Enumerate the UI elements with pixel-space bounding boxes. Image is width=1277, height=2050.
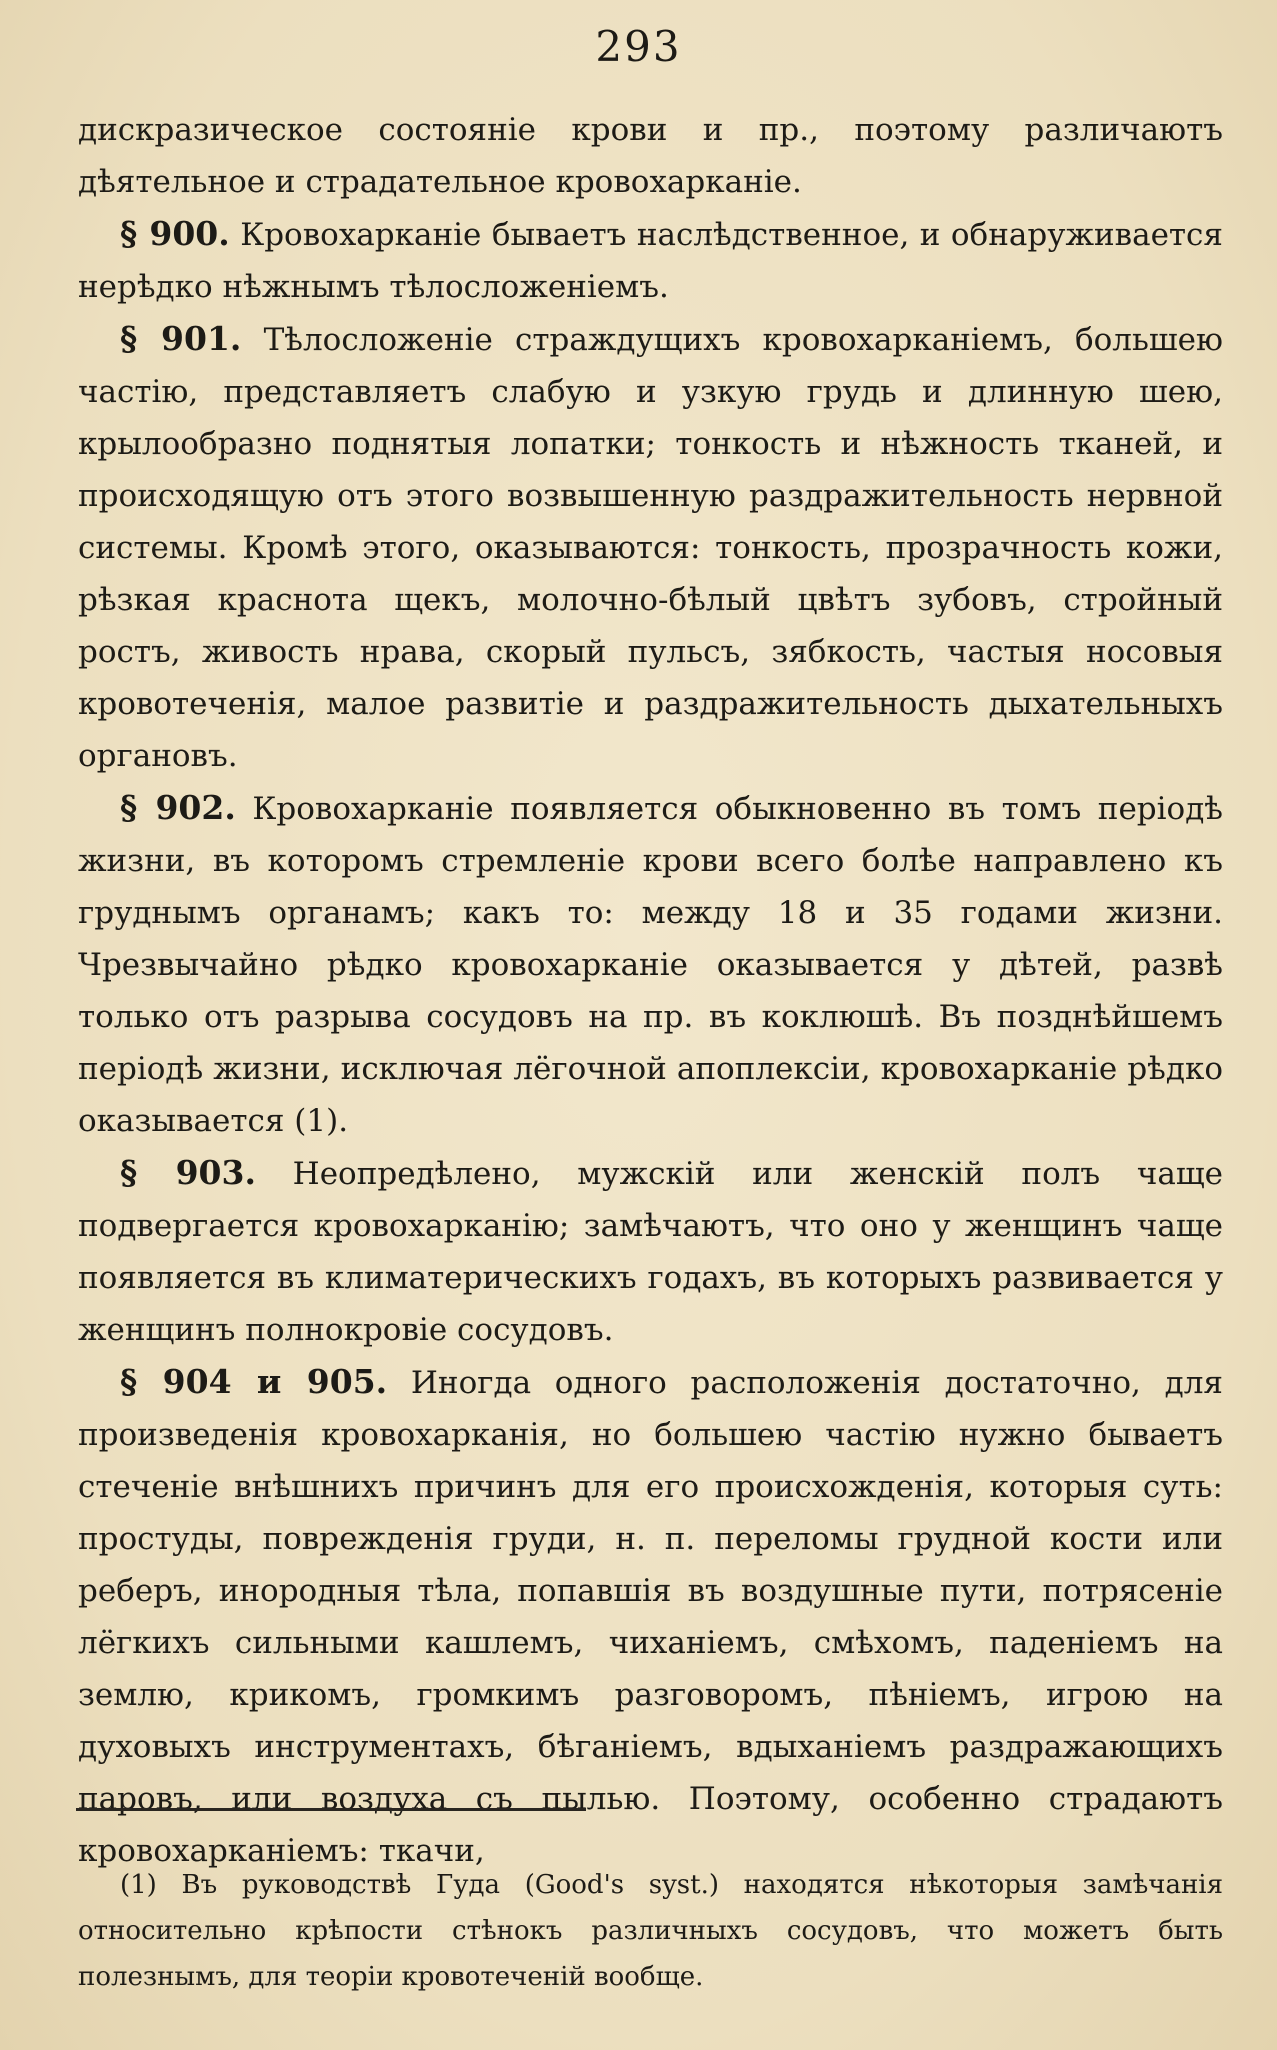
section-number: § 903. bbox=[120, 1153, 256, 1192]
page-number: 293 bbox=[595, 22, 682, 71]
paragraph-text: дискразическое состояніе крови и пр., поэтому различаютъ дѣятельное и страдательное кровохарканіе. bbox=[78, 112, 1223, 200]
paragraph-text: Тѣлосложеніе страждущихъ кровохарканіемъ, большею частію, представляетъ слабую и узкую грудь и длинную шею, крылообразно поднятыя лопатки; тонкость и нѣжность тканей, и происходящую отъ этого возвышенную раздражительность нервной системы. Кромѣ этого, оказываются: тонкость, прозрачность кожи, рѣзкая краснота щекъ, молочно-бѣлый цвѣтъ зубовъ, стройный ростъ, живость нрава, скорый пульсъ, зябкость, частыя носовыя кровотеченія, малое развитіе и раздражительность дыхательныхъ органовъ. bbox=[78, 322, 1224, 774]
paragraph-text: Кровохарканіе появляется обыкновенно въ томъ періодѣ жизни, въ которомъ стремленіе крови всего болѣе направлено къ груднымъ органамъ; какъ то: между 18 и 35 годами жизни. Чрезвычайно рѣдко кровохарканіе оказывается у дѣтей, развѣ только отъ разрыва сосудовъ на пр. въ коклюшѣ. Въ позднѣйшемъ періодѣ жизни, исключая лёгочной апоплексіи, кровохарканіе рѣдко оказывается (1). bbox=[78, 791, 1223, 1139]
footnote-text: (1) Въ руководствѣ Гуда (Good's syst.) находятся нѣкоторыя замѣчанія относительно крѣпости стѣнокъ различныхъ сосудовъ, что можетъ быть полезнымъ, для теоріи кровотеченій вообще. bbox=[78, 1870, 1223, 1992]
paragraph-900 bbox=[78, 208, 1223, 313]
body-text bbox=[78, 104, 1223, 1877]
paragraph-904-905 bbox=[78, 1356, 1223, 1877]
paragraph-text: Иногда одного расположенія достаточно, для произведенія кровохарканія, но большею частію нужно бываетъ стеченіе внѣшнихъ причинъ для его происхожденія, которыя суть: простуды, поврежденія груди, н. п. переломы грудной кости или реберъ, инородныя тѣла, попавшія въ воздушные пути, потрясеніе лёгкихъ сильными кашлемъ, чиханіемъ, смѣхомъ, паденіемъ на землю, крикомъ, громкимъ разговоромъ, пѣніемъ, игрою на духовыхъ инструментахъ, бѣганіемъ, вдыханіемъ раздражающихъ паровъ, или воздуха съ пылью. Поэтому, особенно страдаютъ кровохарканіемъ: ткачи, bbox=[78, 1365, 1223, 1869]
footnote-divider bbox=[76, 1808, 586, 1811]
footnote bbox=[78, 1862, 1223, 2000]
paragraph-901 bbox=[78, 313, 1223, 782]
section-number: § 900. bbox=[120, 214, 230, 253]
paragraph-902 bbox=[78, 782, 1223, 1147]
paragraph-text: Неопредѣлено, мужскій или женскій полъ чаще подвергается кровохарканію; замѣчаютъ, что оно у женщинъ чаще появляется въ климатерическихъ годахъ, въ которыхъ развивается у женщинъ полнокровіе сосудовъ. bbox=[78, 1156, 1223, 1348]
paragraph-903 bbox=[78, 1147, 1223, 1356]
section-number: § 904 и 905. bbox=[120, 1362, 388, 1401]
paragraph-continuation bbox=[78, 104, 1223, 208]
section-number: § 901. bbox=[120, 319, 242, 358]
paragraph-text: Кровохарканіе бываетъ наслѣдственное, и обнаруживается нерѣдко нѣжнымъ тѣлосложеніемъ. bbox=[78, 217, 1223, 305]
section-number: § 902. bbox=[120, 788, 236, 827]
